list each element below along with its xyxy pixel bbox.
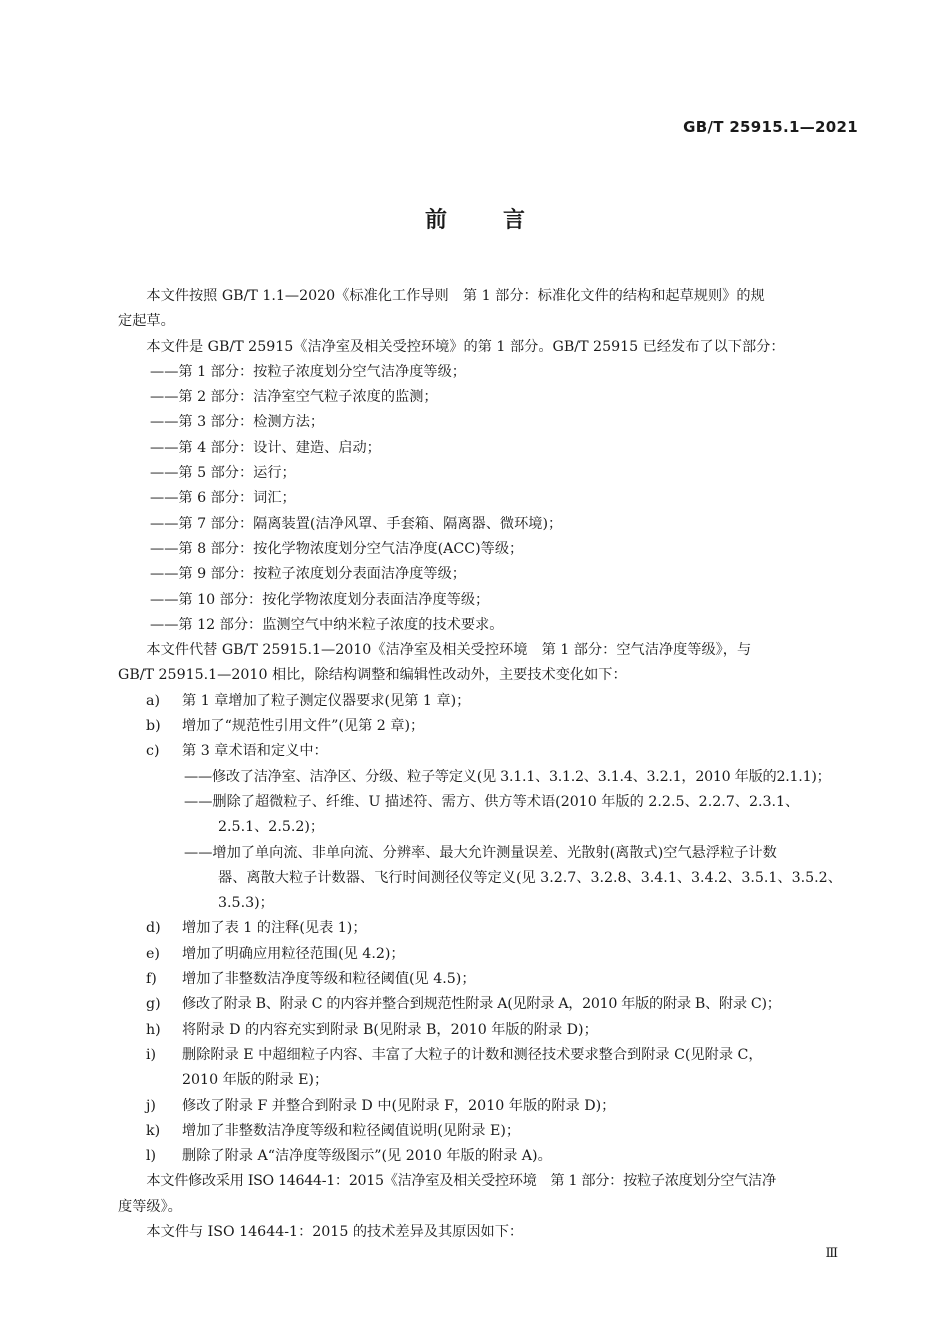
item-label: f) xyxy=(146,971,157,988)
change-item xyxy=(118,916,860,941)
list-item: ——第 6 部分：词汇； xyxy=(150,490,296,507)
paragraph-line-cont: 定起草。 xyxy=(118,313,175,330)
paragraph-line-cont: GB/T 25915.1—2010 相比，除结构调整和编辑性改动外，主要技术变化如下： xyxy=(118,667,627,684)
list-item: ——第 9 部分：按粒子浓度划分表面洁净度等级； xyxy=(150,566,466,583)
change-item xyxy=(118,1144,860,1169)
list-item: ——第 2 部分：洁净室空气粒子浓度的监测； xyxy=(150,389,438,406)
item-label: b) xyxy=(146,718,161,735)
change-item xyxy=(118,689,860,714)
sub-item: ——增加了单向流、非单向流、分辨率、最大允许测量误差、光散射(离散式)空气悬浮粒子计数 xyxy=(184,844,777,861)
change-item xyxy=(118,942,860,967)
change-item xyxy=(118,739,860,764)
item-text: 修改了附录 B、附录 C 的内容并整合到规范性附录 A(见附录 A，2010 年版的附录 B、附录 C)； xyxy=(182,996,781,1013)
item-label: c) xyxy=(146,743,160,760)
item-label: j) xyxy=(146,1097,156,1114)
item-text: 增加了明确应用粒径范围(见 4.2)； xyxy=(182,945,405,962)
item-label: d) xyxy=(146,920,161,937)
item-label: e) xyxy=(146,945,160,962)
list-item: ——第 4 部分：设计、建造、启动； xyxy=(150,439,381,456)
paragraph-parts-intro: 本文件是 GB/T 25915《洁净室及相关受控环境》的第 1 部分。GB/T 25915 已经发布了以下部分： xyxy=(146,338,785,355)
sub-item-cont: 器、离散大粒子计数器、飞行时间测径仪等定义(见 3.2.7、3.2.8、3.4.1、3.4.2、3.5.1、3.5.2、 xyxy=(218,869,842,886)
item-text: 增加了非整数洁净度等级和粒径阈值说明(见附录 E)； xyxy=(182,1122,521,1139)
paragraph-line: 本文件按照 GB/T 1.1—2020《标准化工作导则 第 1 部分：标准化文件的结构和起草规则》的规 xyxy=(146,288,765,304)
list-item: ——第 12 部分：监测空气中纳米粒子浓度的技术要求。 xyxy=(150,616,504,633)
list-item: ——第 3 部分：检测方法； xyxy=(150,414,325,431)
item-text: 第 3 章术语和定义中： xyxy=(182,743,328,760)
list-item: ——第 5 部分：运行； xyxy=(150,465,296,482)
item-label: g) xyxy=(146,996,161,1013)
paragraph-differences: 本文件与 ISO 14644-1：2015 的技术差异及其原因如下： xyxy=(146,1223,524,1240)
item-text: 删除了附录 A“洁净度等级图示”(见 2010 年版的附录 A)。 xyxy=(182,1148,552,1165)
change-item xyxy=(118,1094,860,1119)
change-item xyxy=(118,1119,860,1144)
standard-code: GB/T 25915.1—2021 xyxy=(683,118,858,136)
list-item: ——第 8 部分：按化学物浓度划分空气洁净度(ACC)等级； xyxy=(150,540,524,557)
list-item: ——第 10 部分：按化学物浓度划分表面洁净度等级； xyxy=(150,591,490,608)
item-text: 增加了“规范性引用文件”(见第 2 章)； xyxy=(182,718,425,735)
change-item xyxy=(118,1043,860,1068)
item-label: l) xyxy=(146,1148,157,1165)
paragraph-line-cont: 度等级》。 xyxy=(118,1198,182,1215)
paragraph-iso: 本文件修改采用 ISO 14644-1：2015《洁净室及相关受控环境 第 1 部分：按粒子浓度划分空气洁净 xyxy=(146,1173,776,1190)
preface-body xyxy=(118,284,860,1245)
sub-item-cont: 2.5.1、2.5.2)； xyxy=(218,819,325,836)
change-item-cont xyxy=(118,1068,860,1093)
item-text: 增加了表 1 的注释(见表 1)； xyxy=(182,920,367,937)
change-item xyxy=(118,992,860,1017)
list-item: ——第 7 部分：隔离装置(洁净风罩、手套箱、隔离器、微环境)； xyxy=(150,515,563,532)
page-number: Ⅲ xyxy=(825,1246,838,1261)
item-text: 将附录 D 的内容充实到附录 B(见附录 B，2010 年版的附录 D)； xyxy=(182,1021,598,1038)
page-title xyxy=(0,203,950,234)
paragraph-drafting xyxy=(118,284,860,309)
item-text: 第 1 章增加了粒子测定仪器要求(见第 1 章)； xyxy=(182,692,471,709)
item-text: 增加了非整数洁净度等级和粒径阈值(见 4.5)； xyxy=(182,971,476,988)
change-item xyxy=(118,714,860,739)
change-item xyxy=(118,967,860,992)
paragraph-replaces: 本文件代替 GB/T 25915.1—2010《洁净室及相关受控环境 第 1 部分：空气洁净度等级》，与 xyxy=(146,642,752,659)
item-label: a) xyxy=(146,692,160,709)
item-label: k) xyxy=(146,1122,161,1139)
item-label: i) xyxy=(146,1046,157,1063)
change-item xyxy=(118,1018,860,1043)
item-text: 修改了附录 F 并整合到附录 D 中(见附录 F，2010 年版的附录 D)； xyxy=(182,1097,616,1114)
title-char-2: 言 xyxy=(503,208,526,233)
item-text: 2010 年版的附录 E)； xyxy=(182,1072,329,1089)
list-item: ——第 1 部分：按粒子浓度划分空气洁净度等级； xyxy=(150,363,466,380)
title-char-1: 前 xyxy=(424,208,447,233)
sub-item: ——修改了洁净室、洁净区、分级、粒子等定义(见 3.1.1、3.1.2、3.1.4、3.2.1，2010 年版的2.1.1)； xyxy=(184,768,831,785)
sub-item: ——删除了超微粒子、纤维、U 描述符、需方、供方等术语(2010 年版的 2.2.5、2.2.7、2.3.1、 xyxy=(184,793,800,810)
item-text: 删除附录 E 中超细粒子内容、丰富了大粒子的计数和测径技术要求整合到附录 C(见附录 C， xyxy=(182,1046,763,1063)
item-label: h) xyxy=(146,1021,161,1038)
sub-item-cont: 3.5.3)； xyxy=(218,895,274,912)
